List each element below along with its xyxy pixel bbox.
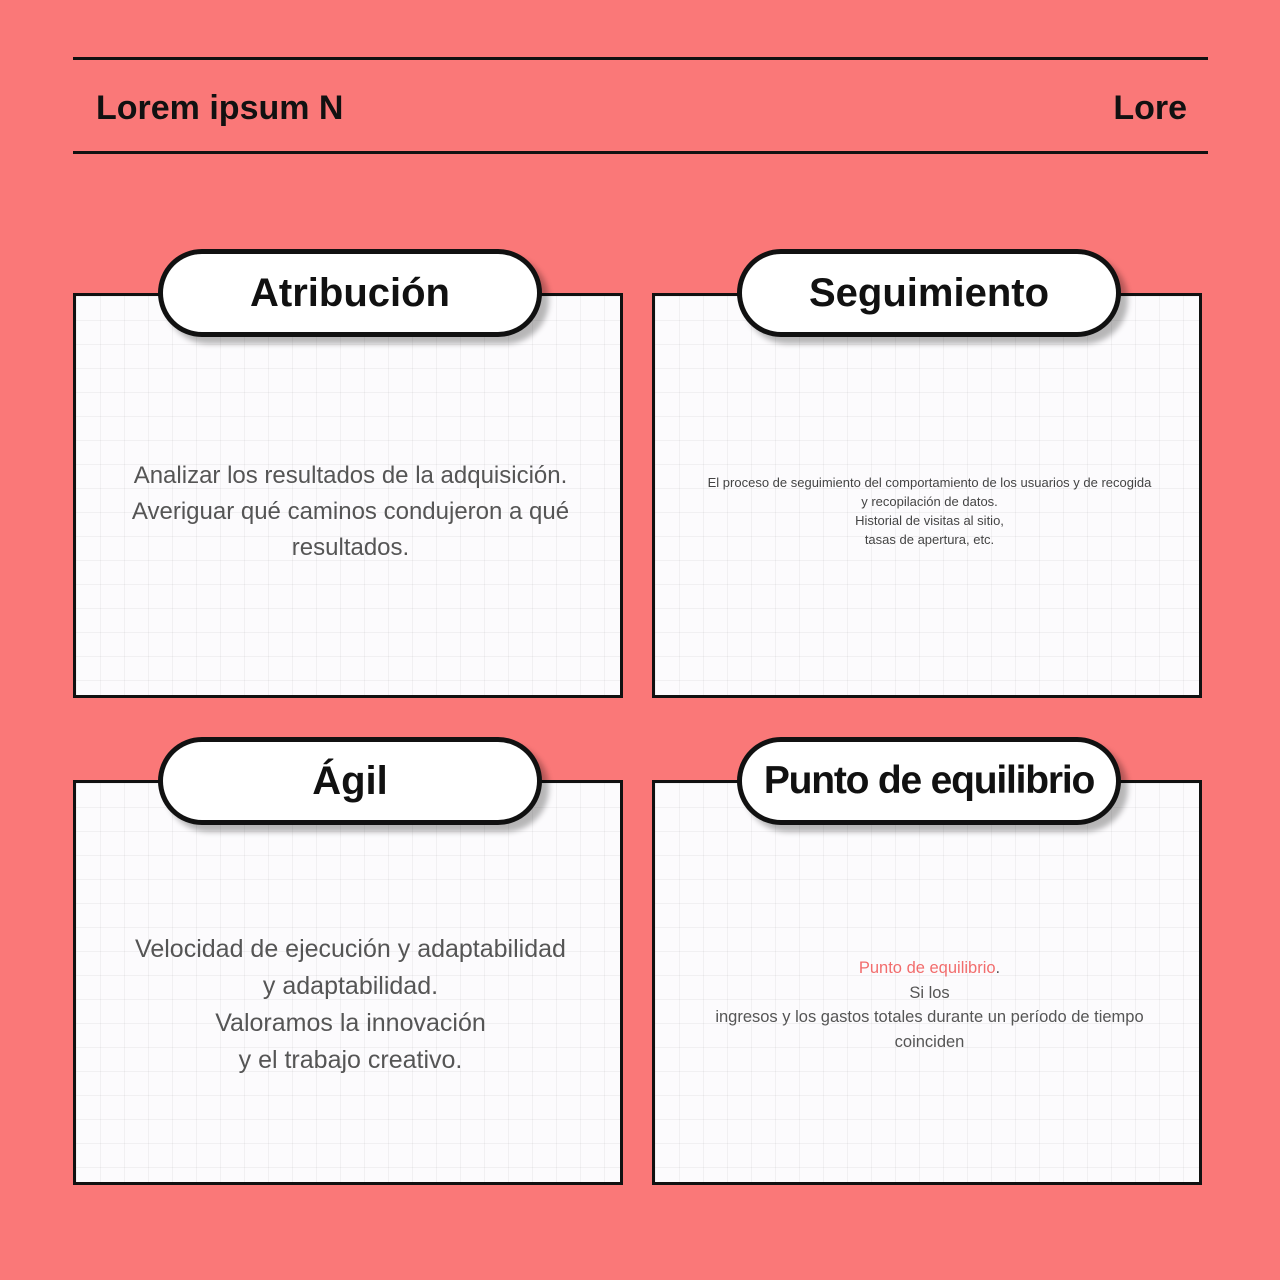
card-atribucion-title: Atribución — [158, 249, 542, 337]
card-seguimiento-line: El proceso de seguimiento del comportamiento de los usuarios y de recogida — [707, 475, 1152, 490]
card-punto-equilibrio-line: coinciden — [894, 1032, 965, 1051]
card-punto-equilibrio-text — [652, 956, 1207, 1054]
card-atribucion-line: Analizar los resultados de la adquisición. — [133, 462, 568, 489]
card-seguimiento-line: y recopilación de datos. — [861, 494, 998, 509]
card-punto-equilibrio-line: Si los — [909, 983, 950, 1002]
card-atribucion-text — [73, 458, 628, 566]
card-agil-title: Ágil — [158, 737, 542, 825]
highlight-term: Punto de equilibrio — [858, 959, 996, 977]
header-right-title: Lore — [1113, 89, 1187, 127]
card-agil-line: Velocidad de ejecución y adaptabilidad — [135, 935, 566, 963]
header-bottom-rule — [73, 151, 1208, 154]
card-punto-equilibrio-title: Punto de equilibrio — [737, 737, 1121, 825]
card-agil-line: y adaptabilidad. — [262, 972, 439, 1000]
card-atribucion-line: Averiguar qué caminos condujeron a qué — [131, 498, 570, 525]
card-seguimiento-text — [652, 473, 1207, 549]
card-atribucion-line: resultados. — [291, 534, 410, 561]
card-seguimiento-line: Historial de visitas al sitio, — [855, 513, 1004, 528]
card-agil-line: y el trabajo creativo. — [238, 1046, 463, 1074]
card-seguimiento-line: tasas de apertura, etc. — [864, 532, 995, 547]
highlight-suffix: . — [995, 959, 1001, 977]
card-agil-line: Valoramos la innovación — [215, 1009, 486, 1037]
card-seguimiento-title: Seguimiento — [737, 249, 1121, 337]
header-left-title: Lorem ipsum N — [96, 89, 344, 127]
card-punto-equilibrio-highlight-line — [652, 956, 1207, 981]
card-agil-text — [73, 931, 628, 1079]
header-top-rule — [73, 57, 1208, 60]
card-punto-equilibrio-line: ingresos y los gastos totales durante un período de tiempo — [715, 1008, 1144, 1026]
